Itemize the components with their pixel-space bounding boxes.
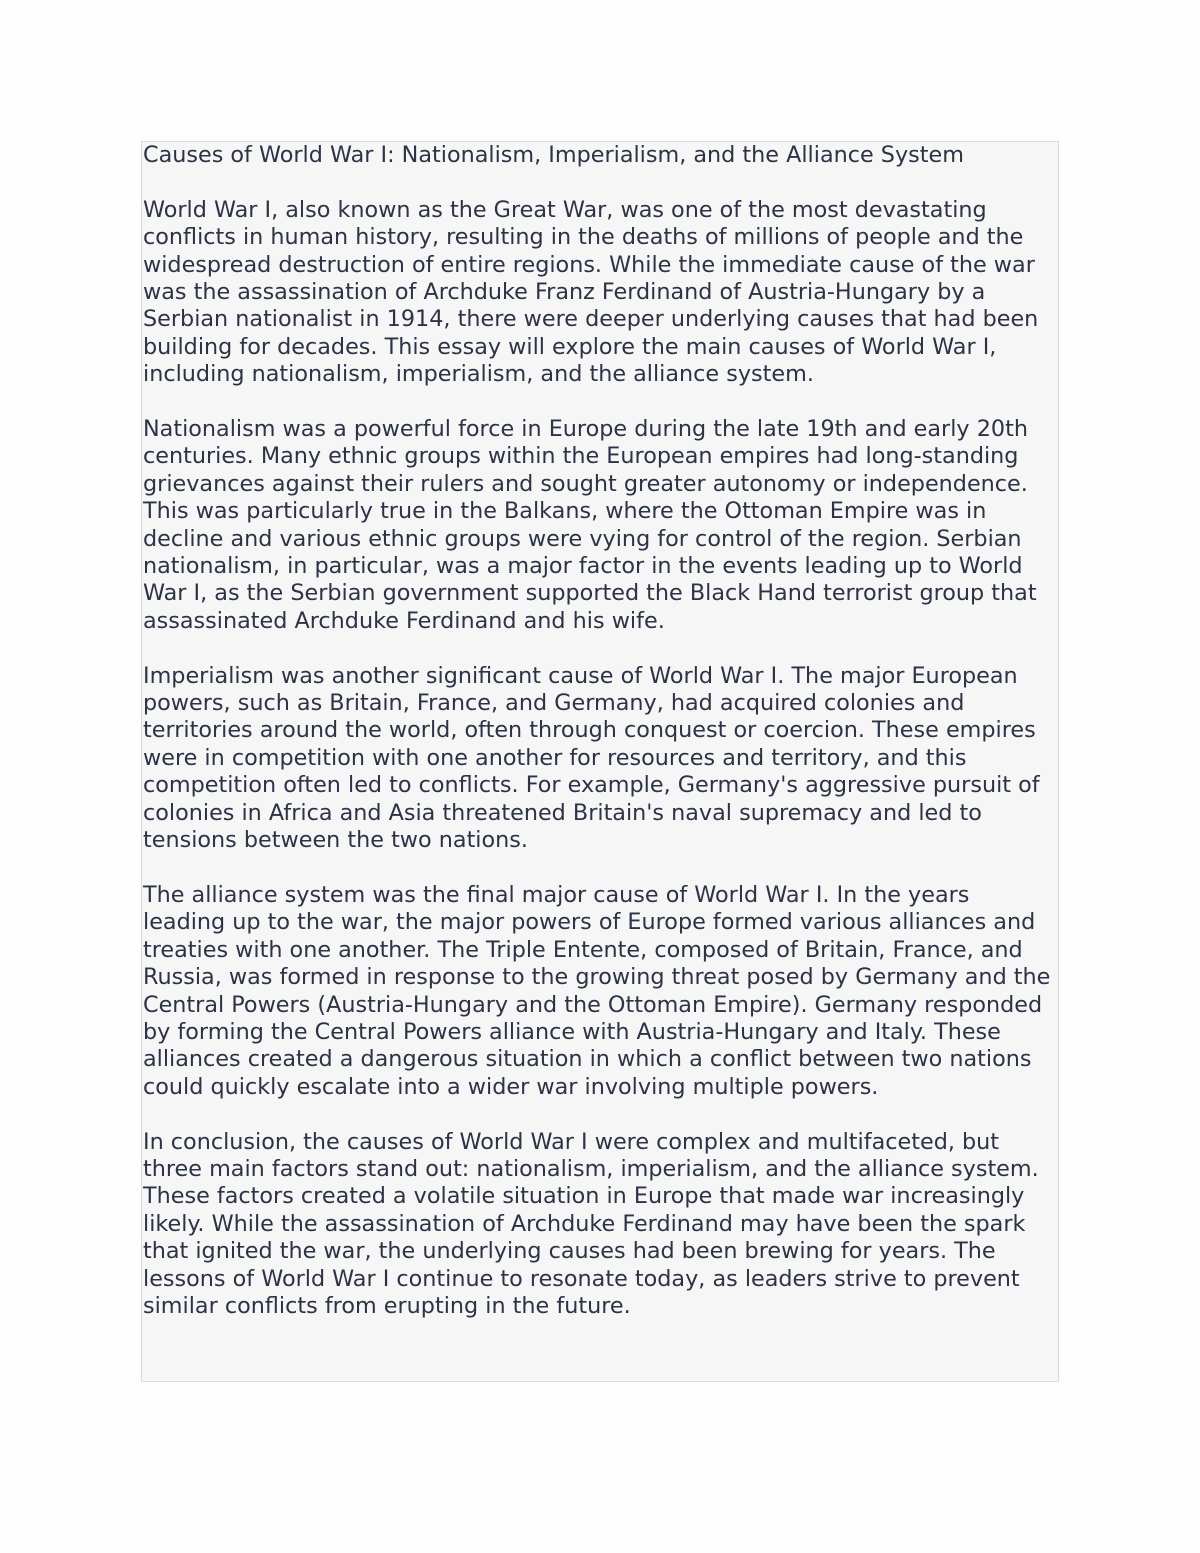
document-text-box	[141, 141, 1059, 1382]
paragraph-imperialism: Imperialism was another significant cause of World War I. The major European powers, such as Britain, France, and Germany, had acquired colonies and territories around the world, often through conquest or coercion. These empires were in competition with one another for resources and territory, and this competition often led to conflicts. For example, Germany's aggressive pursuit of colonies in Africa and Asia threatened Britain's naval supremacy and led to tensions between the two nations.	[143, 662, 1040, 854]
paragraph-alliance-system: The alliance system was the final major cause of World War I. In the years leading up to the war, the major powers of Europe formed various alliances and treaties with one another. The Triple Entente, composed of Britain, France, and Russia, was formed in response to the growing threat posed by Germany and the Central Powers (Austria-Hungary and the Ottoman Empire). Germany responded by forming the Central Powers alliance with Austria-Hungary and Italy. These alliances created a dangerous situation in which a conflict between two nations could quickly escalate into a wider war involving multiple powers.	[143, 881, 1051, 1100]
document-title: Causes of World War I: Nationalism, Imperialism, and the Alliance System	[143, 142, 964, 168]
paragraph-introduction: World War I, also known as the Great War, was one of the most devastating conflicts in human history, resulting in the deaths of millions of people and the widespread destruction of entire regions. While the immediate cause of the war was the assassination of Archduke Franz Ferdinand of Austria-Hungary by a Serbian nationalist in 1914, there were deeper underlying causes that had been building for decades. This essay will explore the main causes of World War I, including nationalism, imperialism, and the alliance system.	[143, 196, 1039, 388]
paragraph-conclusion: In conclusion, the causes of World War I were complex and multifaceted, but three main factors stand out: nationalism, imperialism, and the alliance system. These factors created a volatile situation in Europe that made war increasingly likely. While the assassination of Archduke Ferdinand may have been the spark that ignited the war, the underlying causes had been brewing for years. The lessons of World War I continue to resonate today, as leaders strive to prevent similar conflicts from erupting in the future.	[143, 1128, 1039, 1319]
document-body	[143, 142, 1058, 1320]
paragraph-nationalism: Nationalism was a powerful force in Europe during the late 19th and early 20th centuries. Many ethnic groups within the European empires had long-standing grievances against their rulers and sought greater autonomy or independence. This was particularly true in the Balkans, where the Ottoman Empire was in decline and various ethnic groups were vying for control of the region. Serbian nationalism, in particular, was a major factor in the events leading up to World War I, as the Serbian government supported the Black Hand terrorist group that assassinated Archduke Ferdinand and his wife.	[143, 416, 1037, 634]
